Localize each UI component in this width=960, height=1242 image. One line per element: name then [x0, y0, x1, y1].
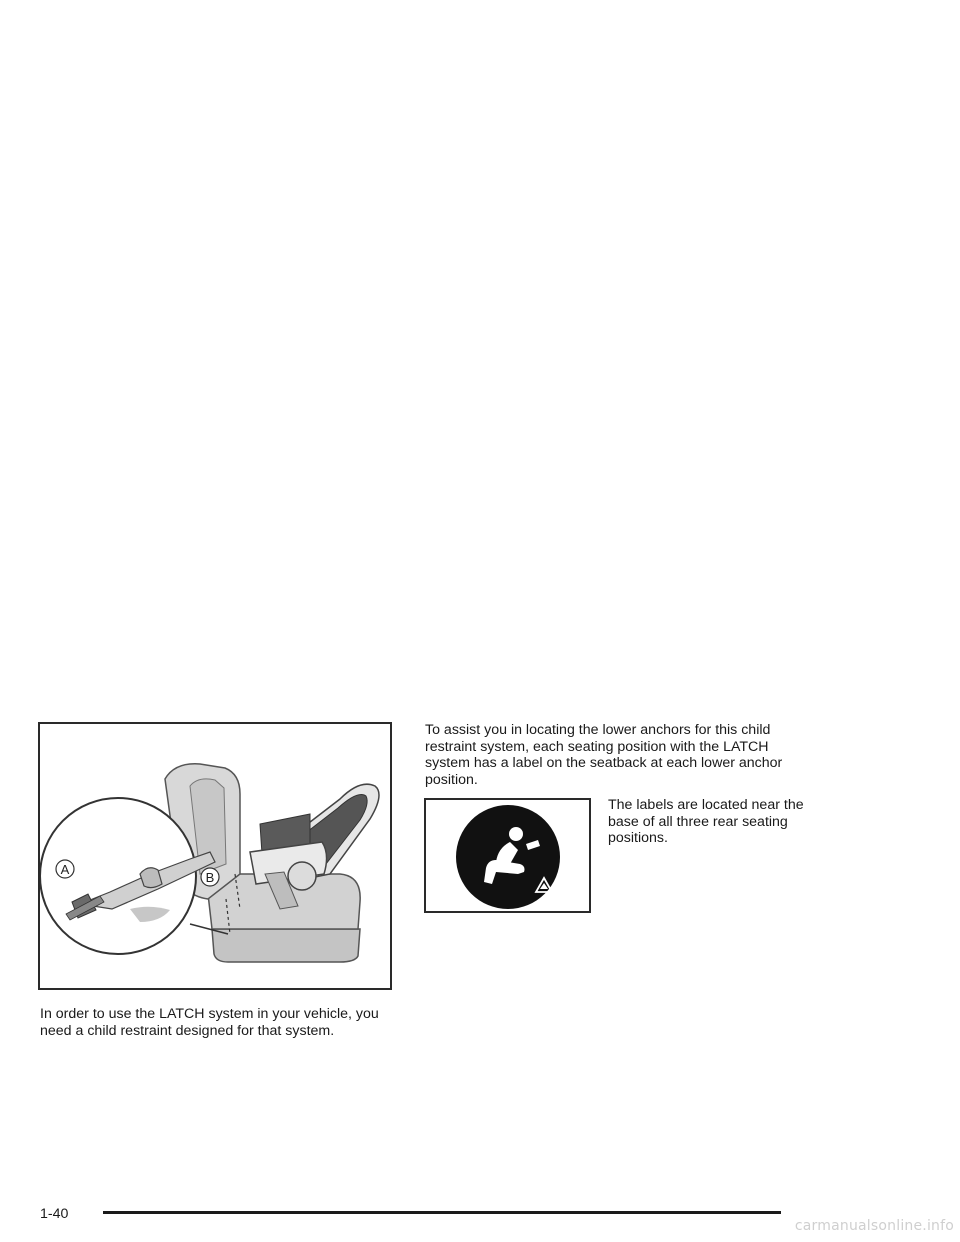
callout-b-label: B	[205, 870, 215, 885]
latch-seat-illustration	[38, 722, 392, 990]
lower-anchor-paragraph: To assist you in locating the lower anchors for this child restraint system, each seating position with the LATCH system has a label on the seatback at each lower anchor position.	[425, 722, 783, 788]
latch-requirement-paragraph: In order to use the LATCH system in your vehicle, you need a child restraint designed for that system.	[40, 1006, 379, 1039]
child-seat-symbol-icon	[426, 800, 589, 911]
label-location-paragraph: The labels are located near the base of all three rear seating positions.	[608, 797, 804, 846]
footer-divider	[103, 1211, 781, 1214]
watermark: carmanualsonline.info	[794, 1218, 954, 1234]
callout-a-label: A	[60, 862, 70, 877]
page-number: 1-40	[40, 1206, 69, 1222]
latch-label-figure	[424, 798, 591, 913]
child-seat-drawing	[40, 724, 390, 988]
